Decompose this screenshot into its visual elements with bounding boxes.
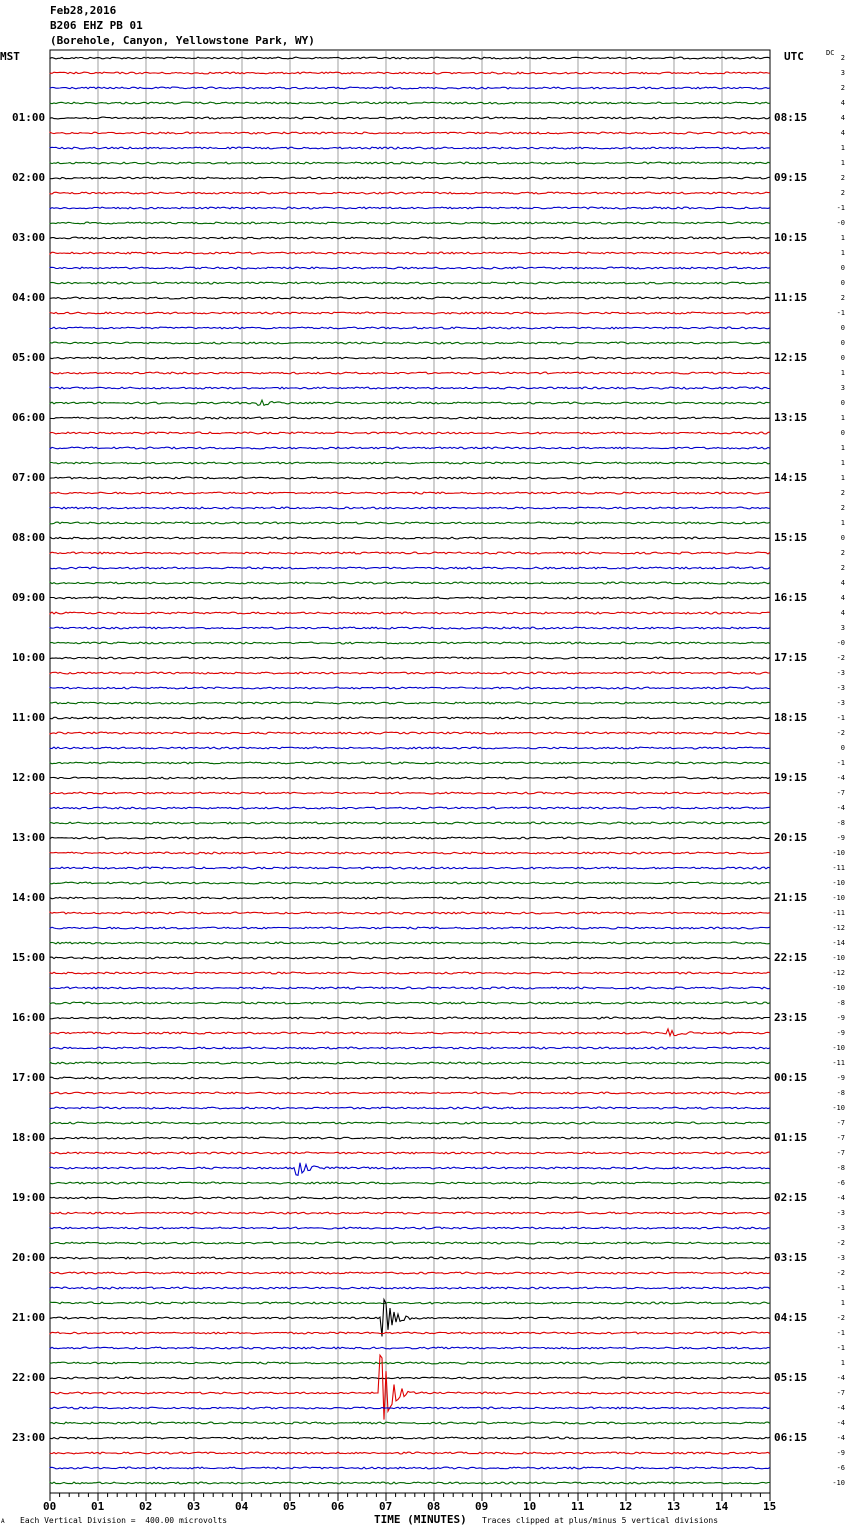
dc-offset-value: 2 — [840, 174, 845, 182]
dc-offset-value: -3 — [836, 699, 845, 707]
left-hour-label: 23:00 — [12, 1431, 46, 1444]
left-hour-label: 12:00 — [12, 771, 46, 784]
dc-offset-value: 3 — [840, 624, 845, 632]
dc-offset-value: -4 — [836, 804, 845, 812]
right-hour-label: 03:15 — [774, 1251, 808, 1264]
right-hour-label: 00:15 — [774, 1071, 808, 1084]
left-hour-label: 07:00 — [12, 471, 46, 484]
trace-line — [50, 282, 770, 284]
dc-offset-value: -2 — [836, 654, 845, 662]
trace-line — [50, 1287, 770, 1289]
trace-line — [50, 1407, 770, 1409]
dc-offset-value: -0 — [836, 639, 845, 647]
dc-offset-value: 1 — [840, 474, 845, 482]
left-timezone-label: MST — [0, 50, 20, 63]
dc-offset-value: -2 — [836, 729, 845, 737]
left-hour-label: 02:00 — [12, 171, 46, 184]
dc-offset-value: 2 — [840, 489, 845, 497]
dc-offset-value: -4 — [836, 1404, 845, 1412]
dc-offset-value: 4 — [840, 129, 845, 137]
trace-line — [50, 942, 770, 944]
trace-line — [50, 1227, 770, 1229]
left-hour-label: 20:00 — [12, 1251, 46, 1264]
x-tick-label: 13 — [667, 1500, 681, 1513]
trace-line — [50, 567, 770, 569]
left-hour-label: 15:00 — [12, 951, 46, 964]
dc-offset-value: -4 — [836, 1194, 845, 1202]
trace-line — [50, 1452, 770, 1454]
trace-line — [50, 1437, 770, 1439]
trace-line — [50, 477, 770, 479]
left-hour-label: 22:00 — [12, 1371, 46, 1384]
dc-offset-value: -10 — [832, 954, 845, 962]
trace-line — [50, 1242, 770, 1244]
right-hour-label: 14:15 — [774, 471, 808, 484]
trace-line — [50, 957, 770, 959]
x-tick-label: 08 — [427, 1500, 441, 1513]
x-tick-label: 15 — [763, 1500, 777, 1513]
trace-line — [50, 432, 770, 434]
dc-offset-value: -10 — [832, 849, 845, 857]
trace-line — [50, 327, 770, 329]
x-tick-label: 14 — [715, 1500, 729, 1513]
dc-offset-value: -9 — [836, 1074, 845, 1082]
trace-line — [50, 732, 770, 734]
trace-line — [50, 912, 770, 914]
dc-offset-value: -12 — [832, 924, 845, 932]
dc-offset-value: 0 — [840, 429, 845, 437]
dc-offset-value: -9 — [836, 834, 845, 842]
trace-line — [50, 147, 770, 149]
dc-offset-value: -6 — [836, 1464, 845, 1472]
trace-line — [50, 702, 770, 704]
dc-offset-value: -4 — [836, 1434, 845, 1442]
trace-line — [50, 1182, 770, 1184]
right-hour-label: 05:15 — [774, 1371, 808, 1384]
left-hour-label: 04:00 — [12, 291, 46, 304]
trace-line — [50, 1152, 770, 1154]
dc-offset-value: -2 — [836, 1314, 845, 1322]
trace-line — [50, 597, 770, 599]
right-hour-label: 22:15 — [774, 951, 808, 964]
trace-line — [50, 222, 770, 224]
trace-line — [50, 400, 770, 405]
trace-line — [50, 357, 770, 359]
trace-line — [50, 672, 770, 674]
trace-line — [50, 1122, 770, 1124]
trace-line — [50, 132, 770, 134]
dc-offset-value: -11 — [832, 864, 845, 872]
dc-offset-value: 0 — [840, 279, 845, 287]
left-hour-label: 17:00 — [12, 1071, 46, 1084]
right-hour-label: 10:15 — [774, 231, 808, 244]
right-hour-label: 23:15 — [774, 1011, 808, 1024]
dc-offset-value: -10 — [832, 879, 845, 887]
trace-line — [50, 207, 770, 209]
left-hour-label: 09:00 — [12, 591, 46, 604]
dc-offset-value: -7 — [836, 1119, 845, 1127]
right-hour-label: 02:15 — [774, 1191, 808, 1204]
trace-line — [50, 102, 770, 104]
dc-offset-value: -12 — [832, 969, 845, 977]
trace-line — [50, 537, 770, 539]
trace-line — [50, 927, 770, 929]
dc-offset-value: -8 — [836, 1089, 845, 1097]
dc-offset-value: -4 — [836, 774, 845, 782]
plot-frame — [50, 50, 770, 1493]
dc-offset-value: 2 — [840, 564, 845, 572]
dc-offset-value: 3 — [840, 384, 845, 392]
trace-line — [50, 1137, 770, 1139]
trace-line — [50, 687, 770, 689]
left-hour-label: 14:00 — [12, 891, 46, 904]
dc-offset-value: 1 — [840, 444, 845, 452]
trace-line — [50, 1482, 770, 1484]
dc-offset-value: 0 — [840, 324, 845, 332]
trace-line — [50, 1355, 770, 1419]
trace-line — [50, 792, 770, 794]
dc-offset-value: -3 — [836, 1224, 845, 1232]
left-hour-label: 16:00 — [12, 1011, 46, 1024]
dc-offset-value: 0 — [840, 264, 845, 272]
left-hour-label: 01:00 — [12, 111, 46, 124]
x-tick-label: 09 — [475, 1500, 489, 1513]
trace-line — [50, 192, 770, 194]
dc-offset-value: -8 — [836, 999, 845, 1007]
left-hour-label: 06:00 — [12, 411, 46, 424]
trace-line — [50, 1422, 770, 1424]
trace-line — [50, 72, 770, 74]
dc-offset-value: 4 — [840, 609, 845, 617]
dc-offset-value: 1 — [840, 459, 845, 467]
trace-line — [50, 1257, 770, 1259]
dc-offset-value: 0 — [840, 399, 845, 407]
trace-line — [50, 807, 770, 809]
scale-note: Each Vertical Division = 400.00 microvolts — [20, 1516, 228, 1525]
trace-line — [50, 552, 770, 554]
dc-offset-value: -6 — [836, 1179, 845, 1187]
trace-line — [50, 117, 770, 119]
trace-line — [50, 747, 770, 749]
right-hour-label: 21:15 — [774, 891, 808, 904]
trace-line — [50, 507, 770, 509]
trace-line — [50, 822, 770, 824]
dc-offset-value: 0 — [840, 744, 845, 752]
trace-line — [50, 717, 770, 719]
x-tick-label: 04 — [235, 1500, 249, 1513]
right-hour-label: 15:15 — [774, 531, 808, 544]
right-hour-label: 13:15 — [774, 411, 808, 424]
dc-offset-value: -14 — [832, 939, 845, 947]
dc-offset-value: 2 — [840, 84, 845, 92]
x-tick-label: 11 — [571, 1500, 585, 1513]
trace-line — [50, 1302, 770, 1304]
trace-line — [50, 387, 770, 389]
trace-line — [50, 57, 770, 59]
left-hour-label: 11:00 — [12, 711, 46, 724]
trace-line — [50, 642, 770, 644]
x-axis-title: TIME (MINUTES) — [374, 1513, 467, 1526]
trace-line — [50, 837, 770, 839]
x-tick-label: 02 — [139, 1500, 153, 1513]
x-tick-label: 06 — [331, 1500, 345, 1513]
trace-line — [50, 237, 770, 239]
dc-offset-value: -4 — [836, 1374, 845, 1382]
trace-line — [50, 1002, 770, 1004]
right-hour-label: 20:15 — [774, 831, 808, 844]
left-hour-label: 19:00 — [12, 1191, 46, 1204]
left-hour-label: 03:00 — [12, 231, 46, 244]
dc-offset-value: -3 — [836, 1209, 845, 1217]
x-tick-label: 12 — [619, 1500, 633, 1513]
left-hour-label: 05:00 — [12, 351, 46, 364]
dc-offset-value: 3 — [840, 69, 845, 77]
dc-offset-value: -10 — [832, 1044, 845, 1052]
dc-offset-value: -9 — [836, 1014, 845, 1022]
dc-offset-value: -9 — [836, 1029, 845, 1037]
dc-offset-value: 4 — [840, 594, 845, 602]
left-hour-label: 18:00 — [12, 1131, 46, 1144]
dc-offset-value: -8 — [836, 1164, 845, 1172]
trace-line — [50, 252, 770, 254]
trace-line — [50, 1163, 770, 1176]
trace-line — [50, 297, 770, 299]
dc-offset-value: -9 — [836, 1449, 845, 1457]
dc-offset-value: 2 — [840, 54, 845, 62]
dc-offset-value: 4 — [840, 114, 845, 122]
dc-offset-value: -7 — [836, 1389, 845, 1397]
header-station: B206 EHZ PB 01 — [50, 19, 143, 32]
dc-offset-value: -10 — [832, 984, 845, 992]
right-hour-label: 08:15 — [774, 111, 808, 124]
dc-offset-value: 1 — [840, 414, 845, 422]
corner-mark: A — [1, 1518, 5, 1525]
dc-offset-value: 1 — [840, 159, 845, 167]
dc-offset-value: -11 — [832, 909, 845, 917]
dc-offset-value: 1 — [840, 519, 845, 527]
trace-line — [50, 1047, 770, 1049]
trace-line — [50, 582, 770, 584]
trace-line — [50, 87, 770, 89]
right-hour-label: 04:15 — [774, 1311, 808, 1324]
dc-offset-value: 0 — [840, 354, 845, 362]
x-tick-label: 05 — [283, 1500, 297, 1513]
trace-line — [50, 1362, 770, 1364]
trace-line — [50, 882, 770, 884]
dc-offset-value: -1 — [836, 1329, 845, 1337]
dc-offset-value: -8 — [836, 819, 845, 827]
right-hour-label: 17:15 — [774, 651, 808, 664]
trace-line — [50, 372, 770, 374]
right-hour-label: 01:15 — [774, 1131, 808, 1144]
dc-offset-value: -1 — [836, 1344, 845, 1352]
trace-line — [50, 447, 770, 449]
dc-offset-value: -7 — [836, 1149, 845, 1157]
dc-offset-value: 2 — [840, 549, 845, 557]
dc-offset-value: -1 — [836, 1284, 845, 1292]
trace-line — [50, 492, 770, 494]
dc-offset-value: -7 — [836, 789, 845, 797]
trace-line — [50, 462, 770, 464]
trace-line — [50, 177, 770, 179]
dc-offset-value: -10 — [832, 1479, 845, 1487]
trace-line — [50, 657, 770, 659]
trace-line — [50, 627, 770, 629]
left-hour-label: 21:00 — [12, 1311, 46, 1324]
dc-offset-value: 1 — [840, 249, 845, 257]
left-hour-label: 13:00 — [12, 831, 46, 844]
trace-line — [50, 1212, 770, 1214]
trace-line — [50, 762, 770, 764]
dc-offset-value: 4 — [840, 99, 845, 107]
trace-line — [50, 312, 770, 314]
trace-line — [50, 1272, 770, 1274]
dc-offset-value: -3 — [836, 669, 845, 677]
trace-line — [50, 1332, 770, 1334]
x-tick-label: 10 — [523, 1500, 537, 1513]
header-date: Feb28,2016 — [50, 4, 117, 17]
trace-line — [50, 1017, 770, 1019]
dc-offset-value: -0 — [836, 219, 845, 227]
trace-line — [50, 972, 770, 974]
dc-offset-value: 2 — [840, 189, 845, 197]
dc-offset-value: 1 — [840, 1359, 845, 1367]
dc-offset-value: 0 — [840, 339, 845, 347]
x-tick-label: 07 — [379, 1500, 393, 1513]
trace-line — [50, 897, 770, 899]
trace-line — [50, 987, 770, 989]
trace-line — [50, 1377, 770, 1379]
trace-line — [50, 1347, 770, 1349]
right-hour-label: 09:15 — [774, 171, 808, 184]
dc-offset-value: -7 — [836, 1134, 845, 1142]
dc-label: DC — [826, 49, 835, 57]
dc-offset-value: -1 — [836, 759, 845, 767]
trace-line — [50, 867, 770, 869]
dc-offset-value: -2 — [836, 1269, 845, 1277]
trace-line — [50, 852, 770, 854]
dc-offset-value: 1 — [840, 234, 845, 242]
trace-line — [50, 1300, 770, 1337]
dc-offset-value: -1 — [836, 204, 845, 212]
dc-offset-value: 4 — [840, 579, 845, 587]
dc-offset-value: 0 — [840, 534, 845, 542]
trace-line — [50, 267, 770, 269]
right-timezone-label: UTC — [784, 50, 804, 63]
trace-line — [50, 342, 770, 344]
trace-line — [50, 417, 770, 419]
trace-line — [50, 1062, 770, 1064]
right-hour-label: 18:15 — [774, 711, 808, 724]
dc-offset-value: -11 — [832, 1059, 845, 1067]
trace-line — [50, 522, 770, 524]
trace-line — [50, 1077, 770, 1079]
right-hour-label: 19:15 — [774, 771, 808, 784]
trace-line — [50, 612, 770, 614]
trace-line — [50, 1092, 770, 1094]
left-hour-label: 08:00 — [12, 531, 46, 544]
dc-offset-value: -1 — [836, 714, 845, 722]
dc-offset-value: -3 — [836, 1254, 845, 1262]
dc-offset-value: -4 — [836, 1419, 845, 1427]
dc-offset-value: 2 — [840, 504, 845, 512]
trace-line — [50, 1107, 770, 1109]
clip-note: Traces clipped at plus/minus 5 vertical divisions — [482, 1516, 719, 1525]
left-hour-label: 10:00 — [12, 651, 46, 664]
dc-offset-value: -3 — [836, 684, 845, 692]
trace-line — [50, 777, 770, 779]
x-tick-label: 03 — [187, 1500, 201, 1513]
right-hour-label: 06:15 — [774, 1431, 808, 1444]
dc-offset-value: -1 — [836, 309, 845, 317]
right-hour-label: 11:15 — [774, 291, 808, 304]
dc-offset-value: 1 — [840, 369, 845, 377]
header-location: (Borehole, Canyon, Yellowstone Park, WY) — [50, 34, 315, 47]
x-tick-label: 00 — [43, 1500, 57, 1513]
trace-line — [50, 1197, 770, 1199]
right-hour-label: 12:15 — [774, 351, 808, 364]
trace-line — [50, 1029, 770, 1036]
dc-offset-value: -10 — [832, 1104, 845, 1112]
dc-offset-value: -2 — [836, 1239, 845, 1247]
trace-line — [50, 1467, 770, 1469]
dc-offset-value: -10 — [832, 894, 845, 902]
dc-offset-value: 2 — [840, 294, 845, 302]
trace-line — [50, 162, 770, 164]
dc-offset-value: 1 — [840, 144, 845, 152]
x-tick-label: 01 — [91, 1500, 105, 1513]
right-hour-label: 16:15 — [774, 591, 808, 604]
dc-offset-value: 1 — [840, 1299, 845, 1307]
